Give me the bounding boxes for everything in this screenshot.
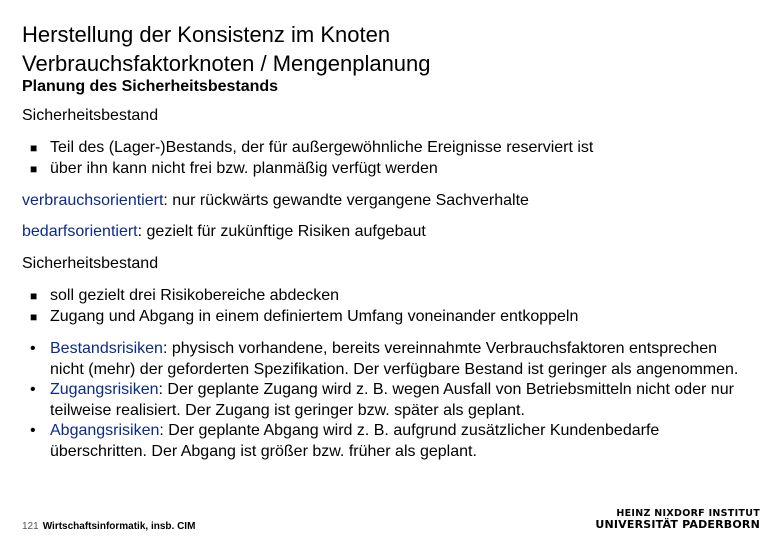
bedarf-term: bedarfsorientiert — [22, 223, 138, 240]
dot-bullet-icon: • — [30, 381, 36, 398]
section1-bullet-list — [30, 138, 593, 179]
verbrauch-text: : nur rückwärts gewandte vergangene Sachverhalte — [163, 192, 529, 209]
list-item: • Bestandsrisiken: physisch vorhandene, bereits vereinnahmte Verbrauchsfaktoren entsprechen nicht (mehr) der geforderten Spezifikation. Der verfügbare Bestand ist geringer als angenommen. — [30, 340, 739, 378]
section1-heading: Sicherheitsbestand — [22, 107, 159, 124]
section2-bullet-list — [30, 286, 578, 327]
risk-list — [30, 339, 750, 462]
slide-footer — [22, 521, 195, 532]
institute-logo — [595, 508, 760, 530]
footer-label: Wirtschaftsinformatik, insb. CIM — [42, 521, 196, 532]
verbrauch-line — [22, 191, 529, 211]
slide-subtitle: Planung des Sicherheitsbestands — [22, 78, 279, 95]
list-item: ■ Teil des (Lager-)Bestands, der für außergewöhnliche Ereignisse reserviert ist — [30, 138, 593, 159]
list-item: ■ Zugang und Abgang in einem definiertem Umfang voneinander entkoppeln — [30, 307, 578, 328]
page-number: 121 — [22, 521, 39, 532]
section2-heading: Sicherheitsbestand — [22, 255, 159, 272]
dot-bullet-icon: • — [30, 340, 36, 357]
list-item: ■ soll gezielt drei Risikobereiche abdecken — [30, 286, 578, 307]
square-bullet-icon: ■ — [30, 289, 38, 303]
bedarf-text: : gezielt für zukünftige Risiken aufgebaut — [137, 223, 426, 240]
square-bullet-icon: ■ — [30, 309, 38, 324]
list-item: • Abgangsrisiken: Der geplante Abgang wird z. B. aufgrund zusätzlicher Kundenbedarfe überschritten. Der Abgang ist größer bzw. früher als geplant. — [30, 422, 660, 460]
dot-bullet-icon: • — [30, 422, 36, 439]
list-item: • Zugangsrisiken: Der geplante Zugang wird z. B. wegen Ausfall von Betriebsmitteln nicht oder nur teilweise realisiert. Der Zugang ist geringer bzw. später als geplant. — [30, 381, 734, 419]
bedarf-line — [22, 222, 426, 242]
verbrauch-term: verbrauchsorientiert — [22, 192, 164, 209]
slide-title — [22, 20, 431, 78]
square-bullet-icon: ■ — [30, 141, 38, 155]
logo-line-1: HEINZ NIXDORF INSTITUT — [616, 508, 760, 519]
title-line-1: Herstellung der Konsistenz im Knoten — [22, 22, 391, 47]
list-item: ■ über ihn kann nicht frei bzw. planmäßig verfügt werden — [30, 159, 593, 180]
title-line-2: Verbrauchsfaktorknoten / Mengenplanung — [22, 51, 431, 76]
square-bullet-icon: ■ — [30, 161, 38, 176]
logo-line-2: UNIVERSITÄT PADERBORN — [595, 518, 760, 531]
